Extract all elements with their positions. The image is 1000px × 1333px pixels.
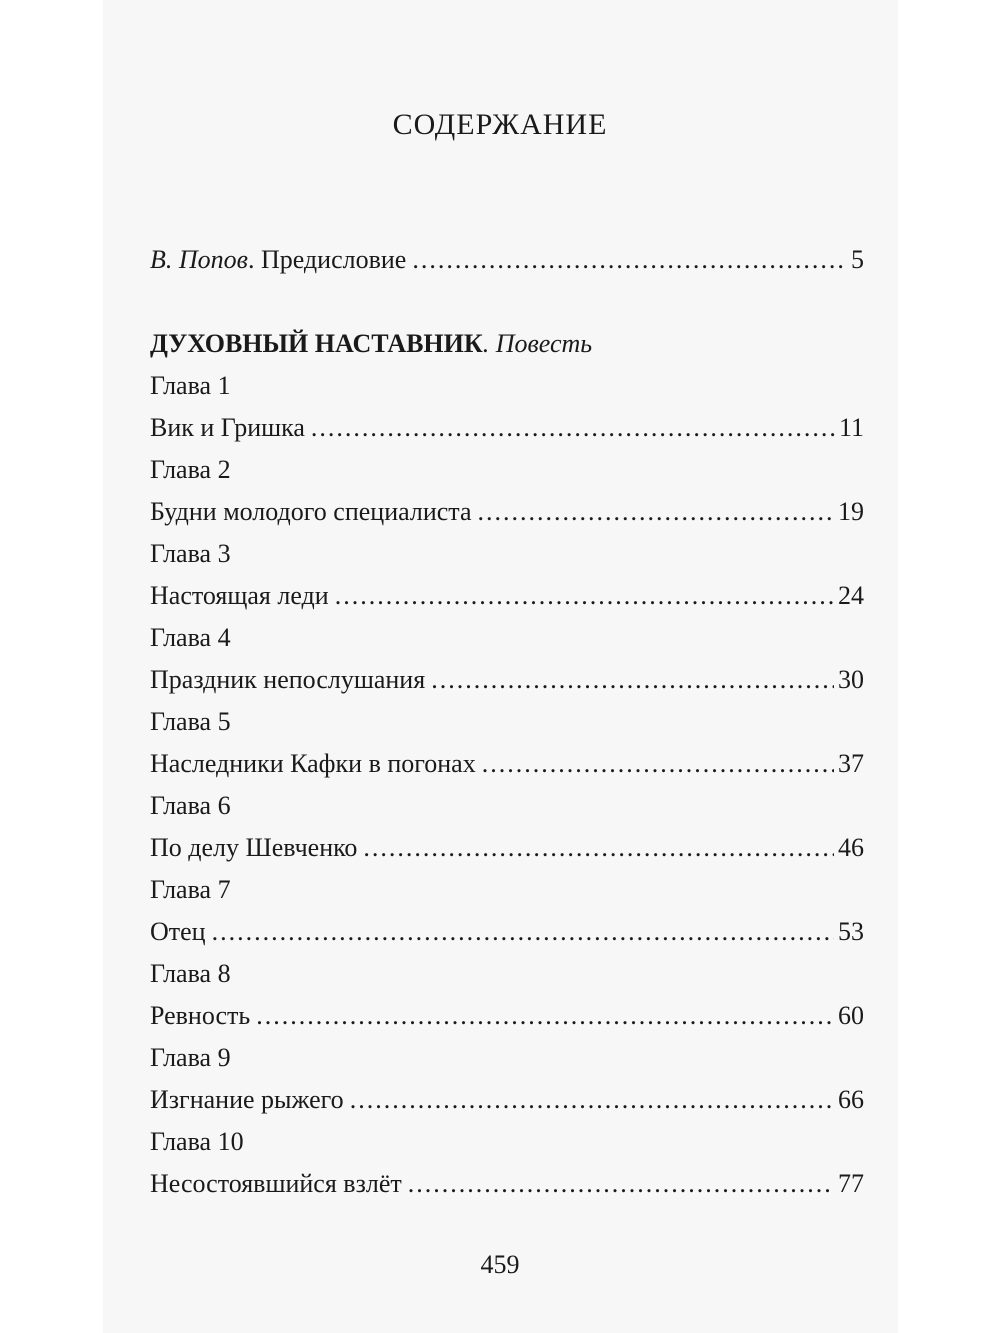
entry-title: Ревность: [150, 1001, 251, 1030]
toc-entry-preface[interactable]: [150, 242, 864, 278]
entry-title: Вик и Гришка: [150, 413, 305, 442]
chapter-label: Глава 2: [150, 455, 231, 484]
preface-author: В. Попов: [150, 245, 248, 274]
toc-entry[interactable]: [150, 914, 864, 950]
entry-title: Праздник непослушания: [150, 665, 426, 694]
dot-leader: [212, 914, 834, 950]
page-number: 459: [480, 1250, 520, 1279]
page-ref: 46: [838, 833, 864, 862]
chapter-label: Глава 7: [150, 875, 231, 904]
toc-entry[interactable]: [150, 494, 864, 530]
entry-title: Отец: [150, 917, 206, 946]
dot-leader: [256, 998, 834, 1034]
chapter-label: Глава 4: [150, 623, 231, 652]
page-ref: 77: [838, 1169, 864, 1198]
chapter-label: Глава 6: [150, 791, 231, 820]
toc-entry[interactable]: [150, 746, 864, 782]
chapter-label: Глава 3: [150, 539, 231, 568]
chapter-label: Глава 8: [150, 959, 231, 988]
dot-leader: [335, 578, 834, 614]
entry-title: Будни молодого специалиста: [150, 497, 472, 526]
entry-title: Настоящая леди: [150, 581, 329, 610]
entry-title: Изгнание рыжего: [150, 1085, 344, 1114]
page-ref: 60: [838, 1001, 864, 1030]
page-ref: 11: [838, 413, 864, 442]
toc-entry[interactable]: [150, 662, 864, 698]
entry-title: Несостоявшийся взлёт: [150, 1169, 402, 1198]
dot-leader: [412, 242, 847, 278]
entry-title: По делу Шевченко: [150, 833, 358, 862]
toc-entry[interactable]: [150, 830, 864, 866]
chapter-label: Глава 5: [150, 707, 231, 736]
page-ref: 19: [838, 497, 864, 526]
page-ref: 66: [838, 1085, 864, 1114]
page-ref: 37: [838, 749, 864, 778]
dot-leader: [311, 410, 835, 446]
chapter-label: Глава 9: [150, 1043, 231, 1072]
toc-entry[interactable]: [150, 1082, 864, 1118]
toc-entry[interactable]: [150, 998, 864, 1034]
dot-leader: [482, 746, 834, 782]
page-ref: 24: [838, 581, 864, 610]
page-ref: 30: [838, 665, 864, 694]
chapter-label: Глава 10: [150, 1127, 244, 1156]
story-title: ДУХОВНЫЙ НАСТАВНИК: [150, 329, 483, 358]
dot-leader: [350, 1082, 834, 1118]
toc-entry[interactable]: [150, 410, 864, 446]
contents-heading: СОДЕРЖАНИЕ: [392, 108, 608, 141]
chapter-label: Глава 1: [150, 371, 231, 400]
page-ref: 53: [838, 917, 864, 946]
story-kind: . Повесть: [482, 329, 593, 358]
toc-entry[interactable]: [150, 1166, 864, 1202]
page-ref: 5: [851, 245, 864, 274]
entry-title: Наследники Кафки в погонах: [150, 749, 476, 778]
dot-leader: [431, 662, 834, 698]
toc-entry[interactable]: [150, 578, 864, 614]
preface-title: . Предисловие: [247, 245, 407, 274]
story-heading: [150, 326, 592, 362]
dot-leader: [478, 494, 834, 530]
dot-leader: [363, 830, 834, 866]
dot-leader: [408, 1166, 834, 1202]
